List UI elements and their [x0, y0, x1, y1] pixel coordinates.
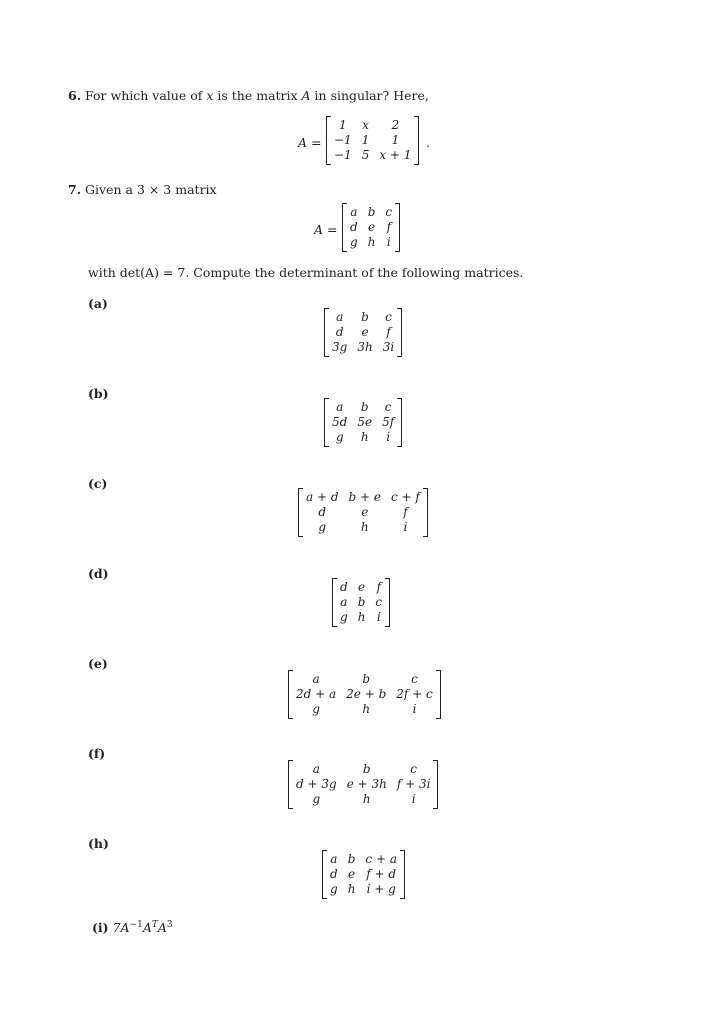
- part-0-cell-1-0: d: [335, 325, 344, 339]
- q6-text-a: For which value of: [85, 88, 207, 103]
- q6-trailing: .: [426, 135, 430, 150]
- part-6-cell-0-2: c + a: [365, 852, 397, 866]
- part-5-cell-1-0: d + 3g: [296, 777, 337, 791]
- part-1-cell-2-1: h: [360, 430, 369, 444]
- part-6-cell-1-0: d: [330, 867, 338, 881]
- part-6-cell-0-0: a: [330, 852, 338, 866]
- part-0-cell-2-1: 3h: [357, 340, 373, 354]
- q6-text-c: in singular? Here,: [310, 88, 429, 103]
- part-i-expr-c: A: [157, 920, 167, 936]
- part-label-3: (d): [88, 566, 109, 581]
- part-5-cell-2-2: i: [411, 792, 416, 806]
- part-0-cell-2-0: 3g: [332, 340, 348, 354]
- q6-cell-1-0: −1: [334, 133, 352, 147]
- part-1-cell-1-1: 5e: [357, 415, 373, 429]
- q7-number: 7.: [68, 182, 82, 197]
- part-5-cell-2-1: h: [362, 792, 371, 806]
- part-i-label: (i): [92, 920, 109, 936]
- part-4-cell-1-2: 2f + c: [396, 687, 433, 701]
- part-matrix-4: [288, 670, 441, 719]
- part-4-cell-0-2: c: [411, 672, 418, 686]
- part-i-expr-b: A: [142, 920, 152, 936]
- part-label-5: (f): [88, 746, 106, 761]
- part-label-2: (c): [88, 476, 108, 491]
- part-2-cell-1-2: f: [403, 505, 408, 519]
- q7-cell-0-0: a: [350, 205, 358, 219]
- q7-text: Given a 3 × 3 matrix: [85, 182, 217, 197]
- part-2-cell-2-1: h: [360, 520, 369, 534]
- q6-cell-0-0: 1: [339, 118, 347, 132]
- q6-number: 6.: [68, 88, 82, 103]
- q7-cell-2-2: i: [386, 235, 391, 249]
- part-0-cell-0-2: c: [385, 310, 392, 324]
- part-i-expr-a: 7A: [112, 920, 130, 936]
- part-6-cell-2-0: g: [330, 882, 338, 896]
- part-3-cell-0-1: e: [358, 580, 366, 594]
- part-4-cell-1-1: 2e + b: [346, 687, 387, 701]
- part-2-cell-1-0: d: [318, 505, 327, 519]
- q6-var-x: x: [206, 88, 214, 103]
- part-4-cell-2-2: i: [412, 702, 417, 716]
- q6-cell-2-0: −1: [334, 148, 352, 162]
- part-matrix-3: [332, 578, 390, 627]
- part-1-cell-2-2: i: [386, 430, 391, 444]
- part-2-cell-2-0: g: [318, 520, 327, 534]
- q6-lhs: A =: [298, 135, 322, 150]
- q7-cell-1-0: d: [350, 220, 358, 234]
- part-i-sup1: −1: [129, 920, 143, 930]
- part-2-cell-0-2: c + f: [391, 490, 420, 504]
- part-5-cell-1-1: e + 3h: [346, 777, 387, 791]
- q7-cell-1-2: f: [386, 220, 392, 234]
- part-3-cell-2-2: i: [376, 610, 381, 624]
- part-4-cell-2-1: h: [362, 702, 371, 716]
- q6-cell-2-1: 5: [361, 148, 370, 162]
- part-matrix-6: [322, 850, 405, 899]
- part-matrix-0: [324, 308, 402, 357]
- q7-det-text: with det(A) = 7. Compute the determinant of the following matrices.: [88, 265, 524, 280]
- part-label-6: (h): [88, 836, 109, 851]
- q6-var-A: A: [301, 88, 311, 103]
- part-4-cell-0-1: b: [362, 672, 371, 686]
- part-1-cell-1-2: 5f: [382, 415, 395, 429]
- part-0-cell-0-1: b: [361, 310, 369, 324]
- q6-text-b: is the matrix: [213, 88, 302, 103]
- part-3-cell-2-0: g: [340, 610, 348, 624]
- part-6-cell-2-1: h: [347, 882, 356, 896]
- q6-cell-0-1: x: [362, 118, 369, 132]
- part-label-4: (e): [88, 656, 108, 671]
- part-label-1: (b): [88, 386, 109, 401]
- part-6-cell-0-1: b: [347, 852, 356, 866]
- q7-cell-2-1: h: [367, 235, 376, 249]
- part-3-cell-2-1: h: [357, 610, 366, 624]
- part-0-cell-0-0: a: [336, 310, 344, 324]
- part-3-cell-1-2: c: [375, 595, 383, 609]
- part-3-cell-0-0: d: [340, 580, 348, 594]
- part-0-cell-1-2: f: [386, 325, 391, 339]
- part-4-cell-0-0: a: [312, 672, 320, 686]
- part-3-cell-1-0: a: [340, 595, 348, 609]
- q7-cell-0-1: b: [367, 205, 376, 219]
- q6-matrix: [326, 116, 419, 165]
- part-2-cell-1-1: e: [361, 505, 369, 519]
- q7-cell-1-1: e: [368, 220, 376, 234]
- part-1-cell-0-1: b: [360, 400, 369, 414]
- part-i-sup3: 3: [166, 920, 173, 930]
- part-1-cell-0-2: c: [384, 400, 392, 414]
- q7-matrix: [342, 203, 400, 252]
- q7-lhs: A =: [314, 222, 338, 237]
- part-label-0: (a): [88, 296, 108, 311]
- part-i-sup2: T: [151, 920, 158, 930]
- part-5-cell-0-1: b: [362, 762, 371, 776]
- part-6-cell-1-2: f + d: [366, 867, 397, 881]
- part-1-cell-0-0: a: [336, 400, 344, 414]
- part-2-cell-0-0: a + d: [306, 490, 339, 504]
- part-6-cell-2-2: i + g: [366, 882, 396, 896]
- part-i-line: [92, 920, 173, 935]
- part-4-cell-2-0: g: [312, 702, 320, 716]
- part-5-cell-1-2: f + 3i: [396, 777, 431, 791]
- part-5-cell-0-2: c: [410, 762, 418, 776]
- q6-line: [68, 88, 429, 103]
- part-matrix-1: [324, 398, 402, 447]
- part-2-cell-2-2: i: [403, 520, 408, 534]
- q7-cell-2-0: g: [350, 235, 358, 249]
- part-5-cell-0-0: a: [312, 762, 320, 776]
- part-6-cell-1-1: e: [348, 867, 356, 881]
- part-matrix-2: [298, 488, 428, 537]
- q6-cell-2-2: x + 1: [379, 148, 412, 162]
- q6-cell-0-2: 2: [391, 118, 400, 132]
- q6-cell-1-1: 1: [361, 133, 370, 147]
- part-0-cell-2-2: 3i: [382, 340, 395, 354]
- part-matrix-5: [288, 760, 438, 809]
- part-1-cell-2-0: g: [335, 430, 344, 444]
- q6-cell-1-2: 1: [391, 133, 400, 147]
- part-5-cell-2-0: g: [312, 792, 321, 806]
- part-1-cell-1-0: 5d: [332, 415, 348, 429]
- q7-line: [68, 182, 217, 197]
- part-0-cell-1-1: e: [361, 325, 369, 339]
- part-3-cell-0-2: f: [376, 580, 382, 594]
- part-2-cell-0-1: b + e: [348, 490, 381, 504]
- q7-cell-0-2: c: [385, 205, 393, 219]
- part-3-cell-1-1: b: [357, 595, 366, 609]
- part-4-cell-1-0: 2d + a: [296, 687, 337, 701]
